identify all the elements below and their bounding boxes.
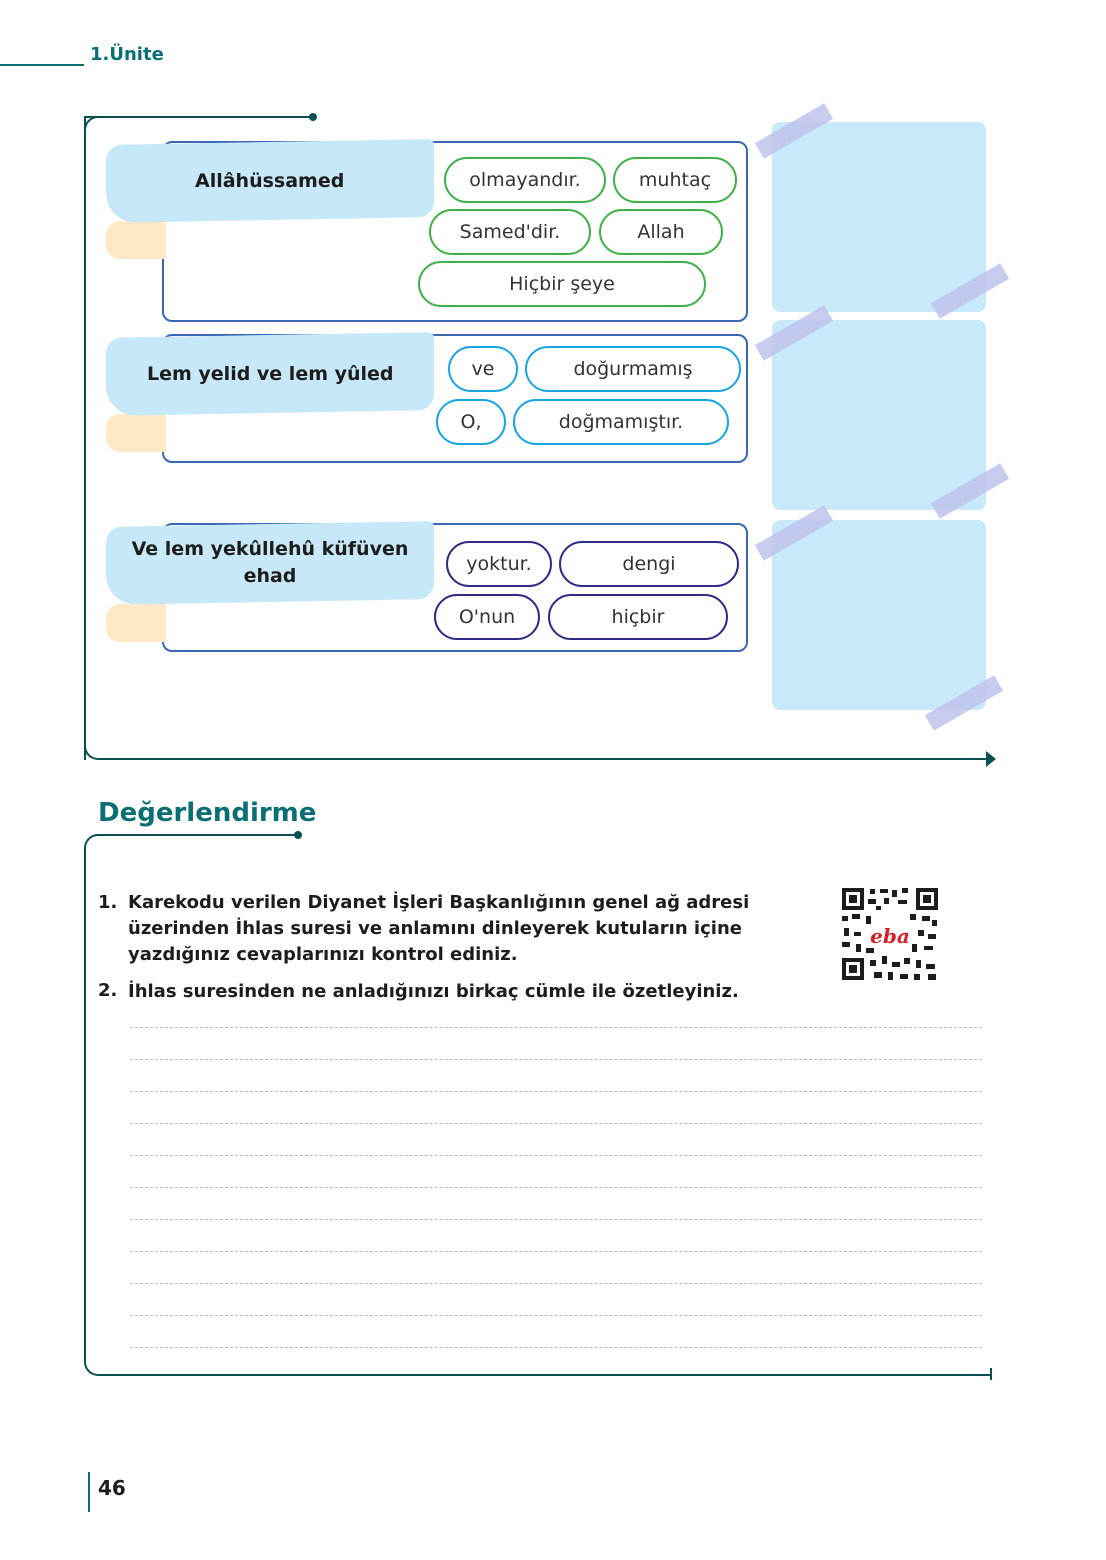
evaluation-frame-left: [84, 850, 86, 1362]
qr-logo-text: eba: [870, 924, 910, 948]
section-title: Değerlendirme: [98, 798, 317, 828]
page-number: 46: [98, 1476, 126, 1500]
word-pill[interactable]: yoktur.: [446, 541, 552, 587]
frame-dot-icon: [309, 113, 317, 121]
evaluation-frame-corner: [84, 834, 106, 856]
evaluation-frame-top: [100, 834, 296, 836]
word-pill[interactable]: O'nun: [434, 594, 540, 640]
answer-line[interactable]: [130, 1251, 982, 1252]
activity-frame-bottom: [100, 758, 988, 760]
answer-line[interactable]: [130, 1219, 982, 1220]
arrow-right-icon: [986, 751, 996, 767]
word-pill[interactable]: dengi: [559, 541, 739, 587]
answer-line[interactable]: [130, 1283, 982, 1284]
answer-box-3[interactable]: [772, 520, 986, 710]
answer-line[interactable]: [130, 1059, 982, 1060]
verse-tab-accent: [106, 221, 166, 259]
verse-title-tab: [106, 139, 434, 223]
verse-title: Ve lem yekûllehû küfüven ehad: [131, 538, 409, 587]
answer-line[interactable]: [130, 1315, 982, 1316]
activity-frame-top: [84, 116, 314, 118]
answer-line[interactable]: [130, 1155, 982, 1156]
verse-tab-accent: [106, 414, 166, 452]
evaluation-frame-tick: [990, 1368, 992, 1380]
word-pill[interactable]: olmayandır.: [444, 157, 606, 203]
word-pill[interactable]: O,: [436, 399, 506, 445]
evaluation-frame-bottom: [100, 1374, 992, 1376]
word-pill[interactable]: muhtaç: [613, 157, 737, 203]
verse-title-tab: [106, 521, 434, 605]
word-pill[interactable]: Hiçbir şeye: [418, 261, 706, 307]
verse-title-tab: [106, 332, 434, 416]
evaluation-frame-corner: [84, 1354, 106, 1376]
word-pill[interactable]: ve: [448, 346, 518, 392]
page-number-bar: [88, 1472, 90, 1512]
word-pill[interactable]: doğurmamış: [525, 346, 741, 392]
verse-title: Lem yelid ve lem yûled: [146, 363, 394, 385]
unit-header-line: [0, 64, 84, 66]
answer-line[interactable]: [130, 1123, 982, 1124]
qr-code-icon[interactable]: [840, 886, 940, 982]
question-text: İhlas suresinden ne anladığınızı birkaç cümle ile özetleyiniz.: [128, 981, 739, 1002]
answer-line[interactable]: [130, 1347, 982, 1348]
answer-line[interactable]: [130, 1187, 982, 1188]
frame-dot-icon: [294, 831, 302, 839]
word-pill[interactable]: Samed'dir.: [429, 209, 591, 255]
question-text: Karekodu verilen Diyanet İşleri Başkanlığının genel ağ adresi üzerinden İhlas suresi ve anlamını dinleyerek kutuların içine yazdığınız cevaplarınızı kontrol ediniz.: [128, 892, 750, 965]
activity-frame-corner: [84, 116, 106, 138]
activity-frame-corner: [84, 738, 106, 760]
word-pill[interactable]: doğmamıştır.: [513, 399, 729, 445]
answer-line[interactable]: [130, 1027, 982, 1028]
answer-box-2[interactable]: [772, 320, 986, 510]
verse-tab-accent: [106, 604, 166, 642]
question-number: 1.: [98, 892, 118, 913]
answer-line[interactable]: [130, 1091, 982, 1092]
answer-box-1[interactable]: [772, 122, 986, 312]
word-pill[interactable]: hiçbir: [548, 594, 728, 640]
verse-title: Allâhüssamed: [195, 170, 345, 193]
activity-frame-left: [84, 116, 86, 760]
unit-title: 1.Ünite: [90, 44, 164, 65]
question-number: 2.: [98, 980, 118, 1001]
word-pill[interactable]: Allah: [599, 209, 723, 255]
